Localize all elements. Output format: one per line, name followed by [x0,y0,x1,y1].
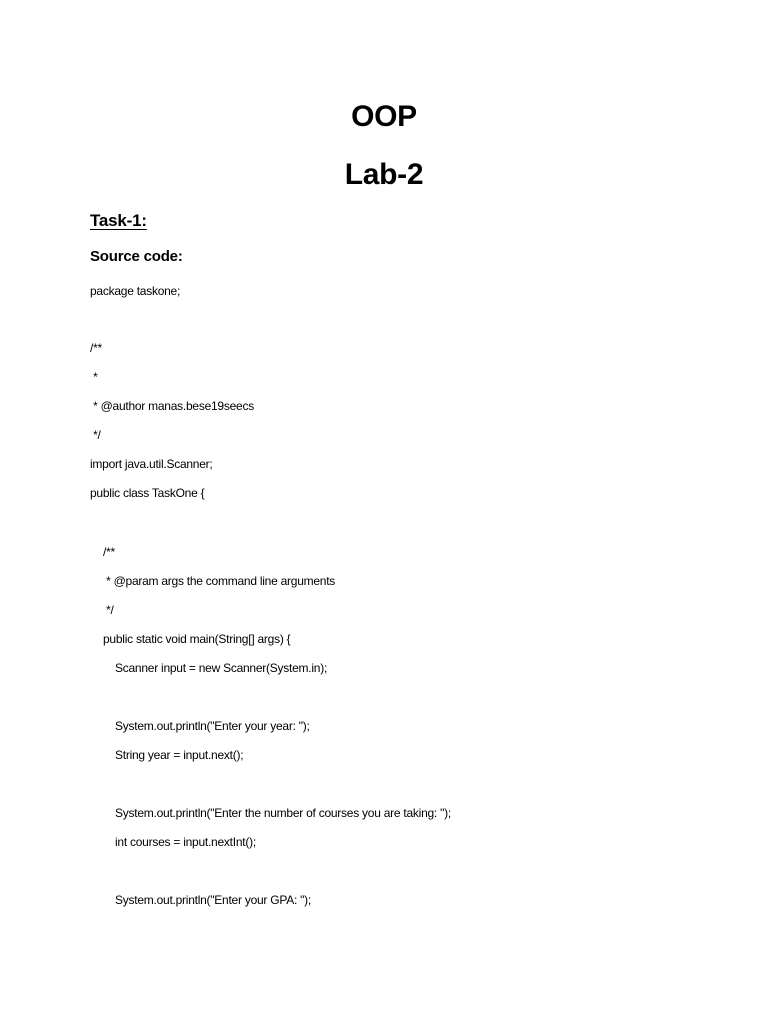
code-line: public static void main(String[] args) { [103,632,291,646]
code-line: * @author manas.bese19seecs [90,399,254,413]
code-line: */ [90,428,101,442]
code-line: /** [90,341,102,355]
code-line: import java.util.Scanner; [90,457,213,471]
code-line: Scanner input = new Scanner(System.in); [115,661,328,675]
source-code-heading: Source code: [90,248,183,265]
code-line: String year = input.next(); [115,748,244,762]
document-subtitle: Lab-2 [344,158,424,191]
code-line: /** [103,545,115,559]
document-title: OOP [351,100,417,133]
code-line: package taskone; [90,284,181,298]
code-line: public class TaskOne { [90,486,205,500]
code-line: System.out.println("Enter the number of courses you are taking: "); [115,806,451,820]
code-line: * [90,370,98,384]
code-line: */ [103,603,114,617]
code-line: System.out.println("Enter your GPA: "); [115,893,311,907]
code-line: * @param args the command line arguments [103,574,336,588]
code-line: System.out.println("Enter your year: "); [115,719,310,733]
code-line: int courses = input.nextInt(); [115,835,256,849]
task-heading: Task-1: [90,211,147,230]
